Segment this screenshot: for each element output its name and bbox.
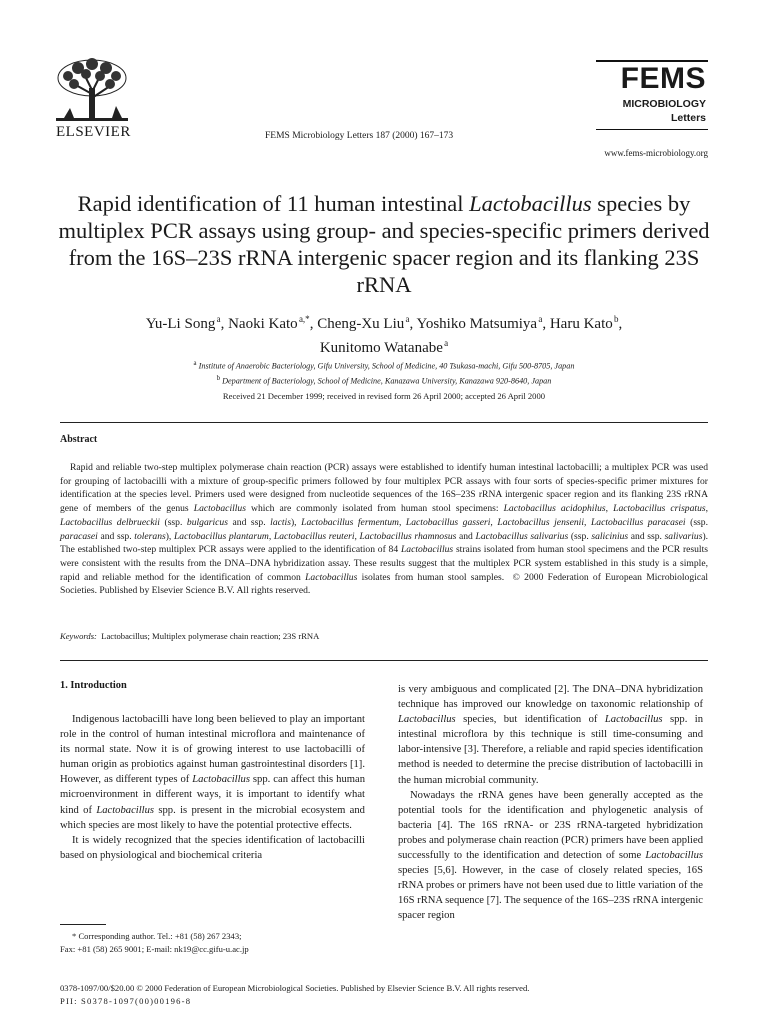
journal-citation: FEMS Microbiology Letters 187 (2000) 167–173 — [265, 131, 454, 141]
author-name: Haru Kato — [549, 316, 613, 332]
affiliation-mark: a — [193, 360, 197, 367]
author-sup: a — [444, 338, 449, 348]
copyright-block — [60, 982, 708, 1008]
author-sup: b — [614, 314, 619, 324]
keywords-label: Keywords: — [60, 631, 97, 641]
paragraph: Indigenous lactobacilli have long been believed to play an important role in the control of human intestinal microflora and maintenance of its normal state. Now it is of growing interest to use lactobacilli of human origin as probiotics against human gastrointestinal disorders [1]. However, as different types of Lactobacillus spp. can affect this human microenvironment in different ways, it is important to identify what kind of Lactobacillus spp. is present in the microbial ecosystem and which species are most likely to have the potential protective effects. — [60, 714, 365, 831]
footnote-rule — [60, 924, 106, 925]
author-name: Yoshiko Matsumiya — [416, 316, 538, 332]
paragraph: It is widely recognized that the species identification of lactobacilli based on physiological and biochemical criteria — [60, 834, 365, 861]
journal-url[interactable]: www.fems-microbiology.org — [604, 148, 708, 158]
fems-logo-subtitle: MICROBIOLOGY — [622, 98, 706, 110]
section-heading: 1. Introduction — [60, 680, 127, 691]
fems-logo-title: FEMS — [620, 62, 706, 95]
author-name: Naoki Kato — [228, 316, 298, 332]
author-sup: a — [216, 314, 221, 324]
fems-logo — [596, 60, 708, 136]
affiliation-text: Institute of Anaerobic Bacteriology, Gifu University, School of Medicine, 40 Tsukasa-machi, Gifu 500-8705, Japan — [198, 361, 575, 371]
author-sup: a — [538, 314, 543, 324]
author-sup: a,* — [298, 314, 310, 324]
footnote — [60, 930, 365, 956]
affiliation-mark: b — [216, 374, 221, 382]
author-name: Kunitomo Watanabe — [319, 340, 443, 356]
author-sup: a — [405, 314, 410, 324]
footnote-line: Fax: +81 (58) 265 9001; E-mail: nk19@cc.gifu-u.ac.jp — [60, 944, 249, 954]
body-column-right — [398, 682, 703, 924]
title-genus: Lactobacillus — [469, 191, 592, 216]
body-column-left — [60, 712, 365, 863]
elsevier-tree-logo — [54, 58, 130, 124]
affiliation-text: Department of Bacteriology, School of Medicine, Kanazawa University, Kanazawa 920-8640, Japan — [222, 376, 552, 386]
paragraph: is very ambiguous and complicated [2]. The DNA–DNA hybridization technique has improved our knowledge on taxonomic relationship of Lactobacillus species, but identification of Lactobacillus spp. in intestinal microflora by this technique is still time-consuming and labor-intensive [3]. Therefore, a reliable and rapid species identification method is needed to determine the precise distribution of lactobacilli in the human microbial community. — [398, 684, 704, 786]
keywords-list: Lactobacillus; Multiplex polymerase chain reaction; 23S rRNA — [101, 631, 320, 641]
paper-title — [50, 190, 718, 298]
author-name: Yu-Li Song — [145, 316, 216, 332]
author-name: Cheng-Xu Liu — [317, 316, 405, 332]
affiliations — [60, 358, 708, 387]
footnote-line: * Corresponding author. Tel.: +81 (58) 267 2343; — [72, 931, 242, 941]
author-list: Yu-Li Song $^a$, Naoki Kato $^{a,*}$, Cheng-Xu Liu $^a$, Yoshiko Matsumiya $^a$, Haru Kato $^b$, Kunitomo Watanabe $^a$ — [145, 314, 623, 356]
fems-logo-letters: Letters — [670, 112, 706, 124]
abstract-heading: Abstract — [60, 434, 98, 445]
title-part1: Rapid identification of 11 human intestinal — [77, 191, 470, 216]
pii-line: PII: S0378-1097(00)00196-8 — [60, 996, 192, 1006]
publisher-name: ELSEVIER — [56, 124, 131, 140]
received-dates: Received 21 December 1999; received in revised form 26 April 2000; accepted 26 April 2000 — [222, 391, 546, 401]
keywords — [60, 631, 319, 641]
copyright-line: 0378-1097/00/$20.00 © 2000 Federation of European Microbiological Societies. Published by Elsevier Science B.V. All rights reserved. — [60, 983, 530, 993]
divider — [60, 660, 708, 661]
title-part2: species by multiplex PCR assays using group- and species-specific primers derived from the 16S–23S rRNA intergenic spacer region and its flanking 23S rRNA — [58, 191, 710, 297]
divider — [60, 422, 708, 423]
abstract-text: Rapid and reliable two-step multiplex polymerase chain reaction (PCR) assays were established to identify human intestinal lactobacilli; a multiplex PCR was used for grouping of lactobacilli with a mixture of group-specific primers followed by four multiplex PCR assays with four sorts of species-specific primer mixtures for identification at the species level. Primers used were designed from nucleotide sequences of the 16S–23S rRNA intergenic spacer region and its flanking 23S rRNA gene of members of the genus Lactobacillus which are commonly isolated from human stool specimens: Lactobacillus acidophilus, Lactobacillus crispatus, Lactobacillus delbrueckii (ssp. bulgaricus and ssp. lactis), Lactobacillus fermentum, Lactobacillus gasseri, Lactobacillus jensenii, Lactobacillus paracasei (ssp. paracasei and ssp. tolerans), Lactobacillus plantarum, Lactobacillus reuteri, Lactobacillus rhamnosus and Lactobacillus salivarius (ssp. salicinius and ssp. salivarius). The established two-step multiplex PCR assays were applied to the identification of 84 Lactobacillus strains isolated from human stool specimens and the PCR results were consistent with the results from the DNA–DNA hybridization assay. These results suggest that the multiplex PCR system established in this study is a simple, rapid and reliable method for the identification of common Lactobacillus isolates from human stool samples. © 2000 Federation of European Microbiological Societies. Published by Elsevier Science B.V. All rights reserved. — [60, 462, 709, 597]
paragraph: Nowadays the rRNA genes have been generally accepted as the potential tools for the identification and phylogenetic analysis of bacteria [4]. The 16S rRNA- or 23S rRNA-targeted hybridization probes and polymerase chain reaction (PCR) primers have been applied successfully to the identification and detection of some Lactobacillus species [5,6]. However, in the case of closely related species, 16S rRNA probes or primers have not been used due to little variation of the 16S rRNA sequence [7]. The sequence of the 16S–23S rRNA intergenic spacer region — [398, 789, 703, 922]
